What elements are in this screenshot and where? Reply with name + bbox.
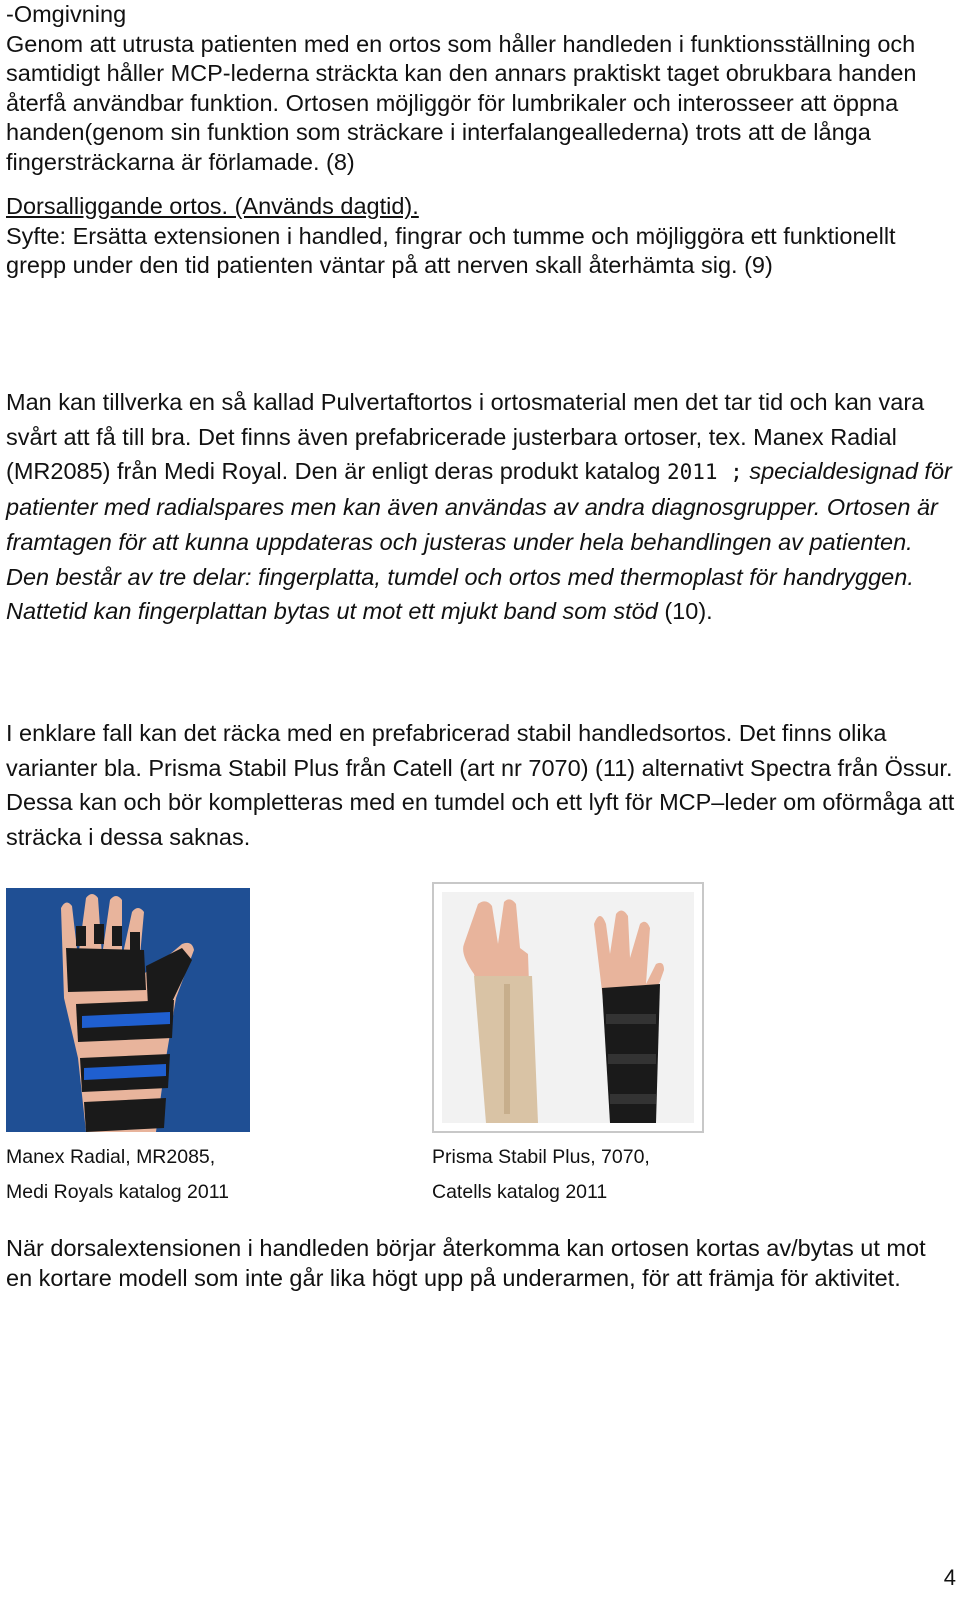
caption-line: Catells katalog 2011 xyxy=(432,1180,608,1203)
paragraph-prefab: I enklare fall kan det räcka med en prefabricerad stabil handledsortos. Det finns olika varianter bla. Prisma Stabil Plus från Catell (art nr 7070) (11) alternativt Spectra från Össur. Dessa kan och bör kompletteras med en tumdel och ett lyft för MCP–leder om oförmåga att sträcka i dessa saknas. xyxy=(6,720,955,851)
reference: (10). xyxy=(664,598,713,625)
caption-line: Medi Royals katalog 2011 xyxy=(6,1180,229,1203)
section-heading: -Omgivning xyxy=(6,1,127,27)
caption-line: Prisma Stabil Plus, 7070, xyxy=(432,1146,650,1168)
manex-radial-photo xyxy=(6,888,250,1132)
catalog-year: 2011 ; xyxy=(666,460,743,485)
paragraph-omgivning: Genom att utrusta patienten med en ortos som håller handleden i funktionsställning och samtidigt håller MCP-lederna sträckta kan den annars praktiskt taget obrukbara handen återfå användbar funktion. Ortosen möjliggör för lumbrikaler och interosseer att öppna handen(genom sin funktion som sträckare i interfalangeallederna) trots att de långa fingersträckarna är förlamade. (8) xyxy=(6,30,917,175)
italic-quote: specialdesignad för patienter med radialspares men kan även användas av andra diagnosgrupper. Ortosen är framtagen för att kunna uppdateras och justeras under hela behandlingen av patienten. Den består av tre delar: fingerplatta, tumdel och ortos med thermoplast för handryggen. Nattetid kan fingerplattan bytas ut mot ett mjukt band som stöd xyxy=(6,458,952,625)
subheading-dorsal-ortos: Dorsalliggande ortos. (Används dagtid). xyxy=(6,193,419,219)
section-pulvertaft xyxy=(6,385,956,629)
prisma-stabil-photo xyxy=(432,882,704,1133)
paragraph-dorsalextension: När dorsalextensionen i handleden börjar återkomma kan ortosen kortas av/bytas ut mot en kortare modell som inte går lika högt upp på underarmen, för att främja för aktivitet. xyxy=(6,1235,926,1291)
caption-manex xyxy=(6,1140,229,1209)
section-omgivning xyxy=(6,0,956,281)
prisma-stabil-illustration xyxy=(434,884,702,1131)
caption-line: Manex Radial, MR2085, xyxy=(6,1146,216,1168)
manex-radial-illustration xyxy=(6,888,250,1132)
section-dorsalextension xyxy=(6,1234,956,1293)
paragraph-syfte: Syfte: Ersätta extensionen i handled, fingrar och tumme och möjliggöra ett funktionellt grepp under den tid patienten väntar på att nerven skall återhämta sig. (9) xyxy=(6,222,896,278)
caption-prisma xyxy=(432,1140,650,1209)
paragraph-manex xyxy=(6,385,956,629)
section-prefab xyxy=(6,716,956,855)
text-part: Man kan tillverka en så kallad Pulvertaftortos i ortosmaterial men det tar tid och kan vara svårt att få till bra. Det finns även prefabricerade justerbara ortoser, tex. Manex Radial (MR2085) från Medi Royal. Den är enligt deras produkt katalog xyxy=(6,389,925,485)
page-number: 4 xyxy=(943,1565,956,1590)
spacer xyxy=(6,177,956,192)
